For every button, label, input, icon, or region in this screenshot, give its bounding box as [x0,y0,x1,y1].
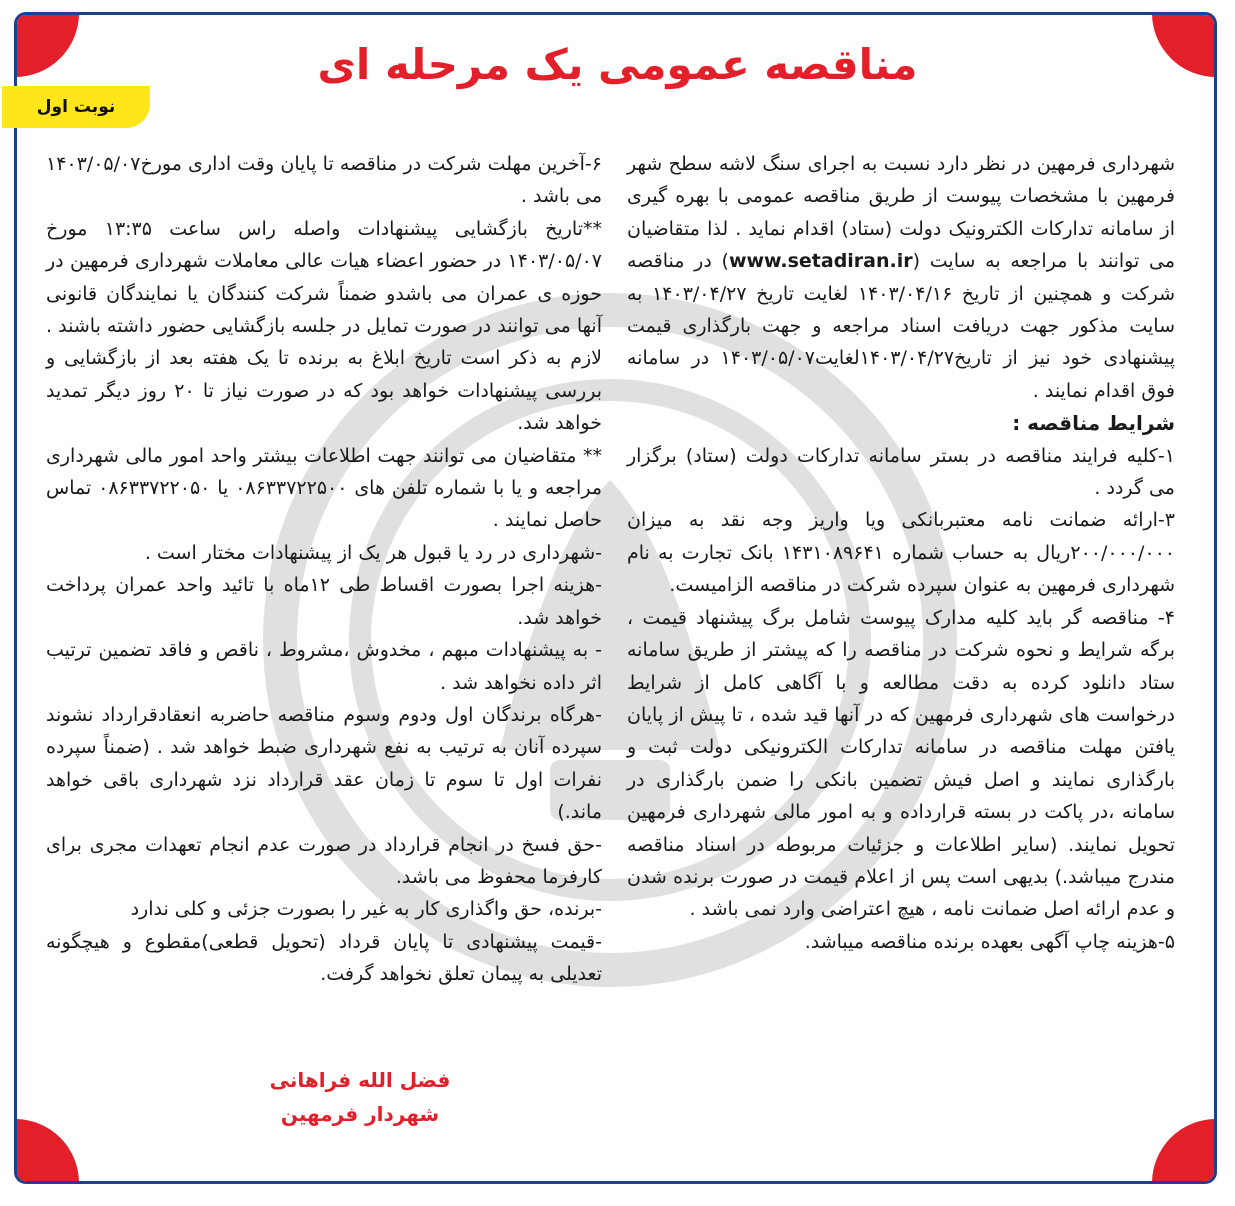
reject-item: -شهرداری در رد یا قبول هر یک از پیشنهادات مختار است . [144,541,602,564]
insertion-badge: نوبت اول [2,86,150,128]
corner-decoration [1152,1119,1216,1183]
corner-decoration [15,1119,79,1183]
signature-name: فضل الله فراهانی [269,1068,451,1092]
condition-item: ۱-کلیه فرایند مناقصه در بستر سامانه تدارکات دولت (ستاد) برگزار می گردد . [627,444,1175,500]
condition-item: ۵-هزینه چاپ آگهی بعهده برنده مناقصه میباشد. [804,930,1175,953]
vague-item: - به پیشنهادات مبهم ، مخدوش ،مشروط ، ناقص و فاقد تضمین ترتیب اثر داده نخواهد شد . [46,639,602,694]
opening-item: **تاریخ بازگشایی پیشنهادات واصله راس ساعت ۱۳:۳۵ مورخ ۱۴۰۳/۰۵/۰۷ در حضور اعضاء هیات عالی معاملات شهرداری فرمهین در حوزه ی عمران می باشدو ضمناً شرکت کنندگان یا نمایندگان قانونی آنها می توانند در صورت تمایل در جلسه بازگشایی حضور داشته باشند . لازم به ذکر است تاریخ ابلاغ به برنده تا یک هفته بعد از بازگشایی و بررسی پیشنهادات خواهد بود که در صورت نیاز تا ۲۰ روز دیگر تمدید خواهد شد. [46,217,602,435]
intro-text-continued: ) در مناقصه شرکت و همچنین از تاریخ ۱۴۰۳/۰۴/۱۶ لغایت تاریخ ۱۴۰۳/۰۴/۲۷ به سایت مذکور جهت دریافت اسناد مراجعه و جهت بارگذاری قیمت پیشنهادی خود نیز از تاریخ۱۴۰۳/۰۴/۲۷لغایت۱۴۰۳/۰۵/۰۷ در سامانه فوق اقدام نمایند . [627,250,1176,402]
termination-item: -حق فسخ در انجام قرارداد در صورت عدم انجام تعهدات مجری برای کارفرما محفوظ می باشد. [46,833,602,888]
contact-item: ** متقاضیان می توانند جهت اطلاعات بیشتر واحد امور مالی شهرداری مراجعه و یا با شماره تلفن های ۰۸۶۳۳۷۲۲۵۰۰ یا ۰۸۶۳۳۷۲۲۰۵۰ تماس حاصل نمایند . [46,444,602,532]
right-column [627,148,1175,958]
left-column [46,148,602,991]
website-link[interactable]: www.setadiran.ir [728,250,913,273]
winners-item: -هرگاه برندگان اول ودوم وسوم مناقصه حاضربه انعقادقرارداد نشوند سپرده آنان به ترتیب به نفع شهرداری ضبط خواهد شد . (ضمناً سپرده نفرات اول تا سوم تا زمان عقد قرارداد نزد شهرداری باقی خواهد ماند.) [46,703,602,824]
condition-item: ۴- مناقصه گر باید کلیه مدارک پیوست شامل برگ پیشنهاد قیمت ، برگه شرایط و نحوه شرکت در مناقصه را که پیشتر از طریق سامانه ستاد دانلود کرده به دقت مطالعه و با آگاهی کامل از شرایط درخواست های شهرداری فرمهین که در آنها قید شده ، تا پیش از پایان یافتن مهلت مناقصه در سامانه تدارکات الکترونیکی دولت ثبت و بارگذاری نمایند و اصل فیش تضمین بانکی را ضمن بارگذاری در سامانه ،در پاکت در بسته قرارداده و به امور مالی شهرداری فرمهین تحویل نمایند. (سایر اطلاعات و جزئیات مربوطه در اسناد مناقصه مندرج میباشد.) بدیهی است پس از اعلام قیمت در صورت برنده شدن و عدم ارائه اصل ضمانت نامه ، هیچ اعتراضی وارد نمی باشد . [627,606,1175,921]
signature-role: شهردار فرمهین [280,1102,440,1126]
price-item: -قیمت پیشنهادی تا پایان قرداد (تحویل قطعی)مقطوع و هیچگونه تعدیلی به پیمان تعلق نخواهد گرفت. [46,930,602,986]
condition-item: ۳-ارائه ضمانت نامه معتبربانکی ویا واریز وجه نقد به میزان ۲۰۰/۰۰۰/۰۰۰ریال به حساب شماره ۱۴۳۱۰۸۹۶۴۱ بانک تجارت به نام شهرداری فرمهین به عنوان سپرده شرکت در مناقصه الزامیست. [627,509,1176,597]
transfer-item: -برنده، حق واگذاری کار به غیر را بصورت جزئی و کلی ندارد [130,898,602,921]
deadline-item: ۶-آخرین مهلت شرکت در مناقصه تا پایان وقت اداری مورخ۱۴۰۳/۰۵/۰۷ می باشد . [46,153,602,208]
intro-text: شهرداری فرمهین در نظر دارد نسبت به اجرای سنگ لاشه سطح شهر فرمهین با مشخصات پیوست از طریق مناقصه عمومی با بهره گیری از سامانه تدارکات الکترونیک دولت (ستاد) اقدام نماید . لذا متقاضیان می توانند با مراجعه به سایت ( [627,153,1175,273]
intro-paragraph [627,148,1175,407]
conditions-heading: شرایط مناقصه : [1012,411,1175,436]
page-title: مناقصه عمومی یک مرحله ای [317,40,918,89]
cost-item: -هزینه اجرا بصورت اقساط طی ۱۲ماه با تائید واحد عمران پرداخت خواهد شد. [46,574,603,629]
